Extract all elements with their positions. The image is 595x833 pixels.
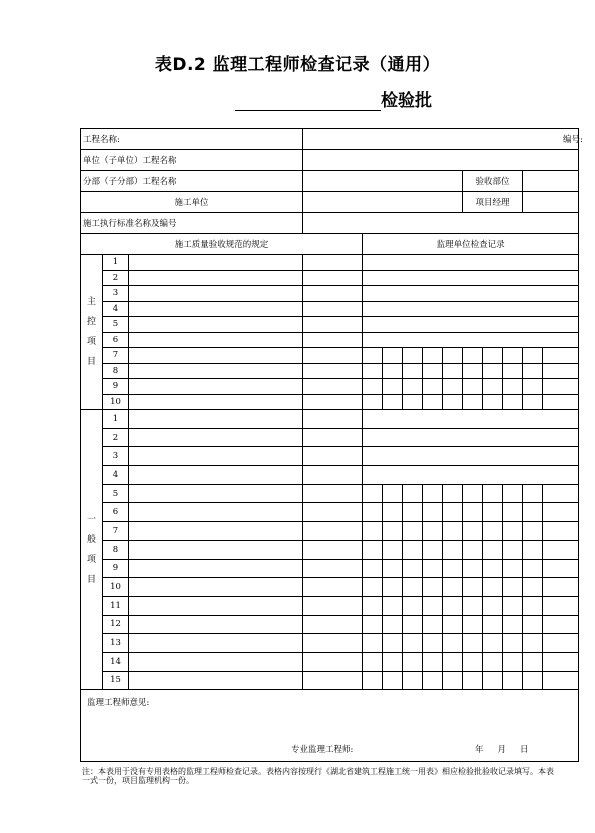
general-value-cell[interactable]	[303, 447, 363, 466]
general-check-cell[interactable]	[423, 634, 443, 653]
subtitle-suffix: 检验批	[381, 91, 432, 111]
main-control-check-cell[interactable]	[463, 394, 483, 410]
general-check-cell[interactable]	[503, 540, 523, 559]
general-check-cell[interactable]	[503, 578, 523, 597]
main-control-item-number: 3	[103, 286, 129, 302]
general-row	[81, 410, 579, 429]
main-control-check-cell[interactable]	[543, 379, 579, 395]
general-check-cell[interactable]	[503, 503, 523, 522]
main-control-label-char: 项	[86, 337, 96, 347]
general-spec-cell[interactable]	[129, 540, 303, 559]
general-check-cell[interactable]	[403, 671, 423, 690]
general-check-cell[interactable]	[523, 559, 543, 578]
main-control-check-cell[interactable]	[363, 394, 383, 410]
main-control-record-cell[interactable]	[363, 286, 579, 302]
general-label-char: 般	[86, 534, 96, 545]
general-check-cell[interactable]	[403, 559, 423, 578]
general-spec-cell[interactable]	[129, 559, 303, 578]
main-control-check-cell[interactable]	[383, 363, 403, 379]
general-row	[81, 428, 579, 447]
general-check-cell[interactable]	[383, 503, 403, 522]
general-check-cell[interactable]	[483, 559, 503, 578]
page-title: 表D.2 监理工程师检查记录（通用）	[154, 55, 441, 75]
general-check-cell[interactable]	[483, 503, 503, 522]
general-check-cell[interactable]	[383, 559, 403, 578]
general-check-cell[interactable]	[543, 540, 579, 559]
general-check-cell[interactable]	[443, 671, 463, 690]
general-value-cell[interactable]	[303, 410, 363, 429]
general-check-cell[interactable]	[543, 652, 579, 671]
general-check-cell[interactable]	[503, 615, 523, 634]
general-check-cell[interactable]	[383, 596, 403, 615]
general-check-cell[interactable]	[443, 578, 463, 597]
main-control-item-number: 2	[103, 270, 129, 286]
general-check-cell[interactable]	[423, 615, 443, 634]
general-item-number: 15	[103, 671, 129, 690]
general-check-cell[interactable]	[483, 596, 503, 615]
main-control-check-cell[interactable]	[483, 348, 503, 364]
project-name-label: 工程名称:	[81, 129, 303, 150]
general-value-cell[interactable]	[303, 522, 363, 541]
general-record-cell[interactable]	[363, 428, 579, 447]
general-spec-cell[interactable]	[129, 484, 303, 503]
main-control-label-char: 目	[86, 357, 96, 367]
main-control-check-cell[interactable]	[423, 363, 443, 379]
number-label: 编号:	[303, 129, 579, 150]
general-check-cell[interactable]	[483, 671, 503, 690]
general-check-cell[interactable]	[363, 484, 383, 503]
inspection-record-table	[80, 128, 583, 762]
main-control-check-cell[interactable]	[543, 348, 579, 364]
main-control-check-cell[interactable]	[543, 363, 579, 379]
main-control-check-cell[interactable]	[523, 394, 543, 410]
main-control-check-cell[interactable]	[383, 394, 403, 410]
main-control-record-cell[interactable]	[363, 255, 579, 271]
main-control-check-cell[interactable]	[383, 348, 403, 364]
year-label: 年	[475, 745, 484, 756]
general-check-cell[interactable]	[523, 522, 543, 541]
general-check-cell[interactable]	[463, 652, 483, 671]
general-check-cell[interactable]	[423, 596, 443, 615]
main-control-row	[81, 394, 579, 410]
general-check-cell[interactable]	[423, 671, 443, 690]
general-check-cell[interactable]	[363, 540, 383, 559]
general-check-cell[interactable]	[423, 484, 443, 503]
main-control-check-cell[interactable]	[363, 363, 383, 379]
main-control-spec-cell[interactable]	[129, 394, 303, 410]
general-check-cell[interactable]	[363, 615, 383, 634]
main-control-item-number: 7	[103, 348, 129, 364]
general-check-cell[interactable]	[523, 671, 543, 690]
main-control-check-cell[interactable]	[523, 379, 543, 395]
general-check-cell[interactable]	[543, 634, 579, 653]
main-control-check-cell[interactable]	[523, 348, 543, 364]
main-control-spec-cell[interactable]	[129, 255, 303, 271]
general-check-cell[interactable]	[543, 522, 579, 541]
main-control-item-number: 4	[103, 301, 129, 317]
main-control-spec-cell[interactable]	[129, 348, 303, 364]
general-label-char: 项	[86, 554, 96, 565]
main-control-value-cell[interactable]	[303, 379, 363, 395]
main-control-value-cell[interactable]	[303, 363, 363, 379]
general-check-cell[interactable]	[383, 615, 403, 634]
general-check-cell[interactable]	[503, 522, 523, 541]
general-check-cell[interactable]	[403, 522, 423, 541]
main-control-spec-cell[interactable]	[129, 332, 303, 348]
general-check-cell[interactable]	[403, 484, 423, 503]
general-check-cell[interactable]	[363, 522, 383, 541]
general-item-number: 5	[103, 484, 129, 503]
main-control-spec-cell[interactable]	[129, 301, 303, 317]
main-control-check-cell[interactable]	[443, 363, 463, 379]
main-control-check-cell[interactable]	[503, 379, 523, 395]
general-item-number: 12	[103, 615, 129, 634]
general-check-cell[interactable]	[403, 634, 423, 653]
general-value-cell[interactable]	[303, 428, 363, 447]
acceptance-part-label: 验收部位	[463, 171, 523, 192]
main-control-item-number: 6	[103, 332, 129, 348]
general-row	[81, 503, 579, 522]
main-control-check-cell[interactable]	[403, 379, 423, 395]
general-check-cell[interactable]	[403, 540, 423, 559]
general-check-cell[interactable]	[403, 615, 423, 634]
general-check-cell[interactable]	[423, 522, 443, 541]
main-control-check-cell[interactable]	[443, 379, 463, 395]
page-subtitle	[235, 86, 432, 111]
main-control-item-number: 5	[103, 317, 129, 333]
main-control-spec-cell[interactable]	[129, 379, 303, 395]
main-control-row	[81, 379, 579, 395]
general-spec-cell[interactable]	[129, 410, 303, 429]
main-control-spec-cell[interactable]	[129, 286, 303, 302]
general-item-number: 11	[103, 596, 129, 615]
general-check-cell[interactable]	[423, 559, 443, 578]
general-spec-cell[interactable]	[129, 428, 303, 447]
general-value-cell[interactable]	[303, 578, 363, 597]
general-item-number: 8	[103, 540, 129, 559]
general-label-char: 一	[86, 514, 96, 525]
general-check-cell[interactable]	[523, 540, 543, 559]
main-control-check-cell[interactable]	[523, 363, 543, 379]
general-row	[81, 634, 579, 653]
general-check-cell[interactable]	[363, 559, 383, 578]
main-control-value-cell[interactable]	[303, 255, 363, 271]
day-label: 日	[520, 745, 529, 756]
general-row	[81, 484, 579, 503]
general-value-cell[interactable]	[303, 540, 363, 559]
main-control-item-number: 10	[103, 394, 129, 410]
general-check-cell[interactable]	[403, 652, 423, 671]
general-row	[81, 447, 579, 466]
general-spec-cell[interactable]	[129, 634, 303, 653]
construction-unit-label: 施工单位	[81, 192, 303, 213]
general-value-cell[interactable]	[303, 503, 363, 522]
spec-column-header: 施工质量验收规范的规定	[81, 234, 363, 255]
main-control-value-cell[interactable]	[303, 332, 363, 348]
general-check-cell[interactable]	[463, 559, 483, 578]
general-value-cell[interactable]	[303, 615, 363, 634]
general-check-cell[interactable]	[363, 503, 383, 522]
general-spec-cell[interactable]	[129, 466, 303, 485]
general-value-cell[interactable]	[303, 596, 363, 615]
main-control-value-cell[interactable]	[303, 317, 363, 333]
general-spec-cell[interactable]	[129, 578, 303, 597]
main-control-check-cell[interactable]	[503, 348, 523, 364]
general-check-cell[interactable]	[503, 559, 523, 578]
general-check-cell[interactable]	[383, 578, 403, 597]
general-check-cell[interactable]	[503, 596, 523, 615]
unit-name-label: 单位（子单位）工程名称	[81, 150, 303, 171]
main-control-check-cell[interactable]	[503, 394, 523, 410]
general-row	[81, 615, 579, 634]
general-check-cell[interactable]	[383, 484, 403, 503]
general-check-cell[interactable]	[423, 578, 443, 597]
footnote: 注：本表用于没有专用表格的监理工程师检查记录。表格内容按现行《湖北省建筑工程施工统一用表》相应检验批验收记录填写。本表一式一份，项目监理机构一份。	[82, 767, 554, 785]
general-value-cell[interactable]	[303, 484, 363, 503]
main-control-check-cell[interactable]	[423, 379, 443, 395]
general-check-cell[interactable]	[463, 671, 483, 690]
main-control-row	[81, 363, 579, 379]
general-check-cell[interactable]	[523, 578, 543, 597]
general-spec-cell[interactable]	[129, 596, 303, 615]
general-check-cell[interactable]	[383, 634, 403, 653]
general-check-cell[interactable]	[543, 615, 579, 634]
signature-label: 专业监理工程师:	[291, 745, 354, 756]
general-check-cell[interactable]	[523, 503, 543, 522]
main-control-check-cell[interactable]	[503, 363, 523, 379]
main-control-check-cell[interactable]	[443, 394, 463, 410]
general-check-cell[interactable]	[383, 652, 403, 671]
standard-label: 施工执行标准名称及编号	[81, 213, 303, 234]
general-check-cell[interactable]	[423, 540, 443, 559]
general-check-cell[interactable]	[403, 596, 423, 615]
general-spec-cell[interactable]	[129, 503, 303, 522]
general-check-cell[interactable]	[403, 578, 423, 597]
general-check-cell[interactable]	[463, 522, 483, 541]
general-row	[81, 522, 579, 541]
general-spec-cell[interactable]	[129, 671, 303, 690]
general-label-char: 目	[86, 574, 96, 585]
general-check-cell[interactable]	[503, 634, 523, 653]
general-check-cell[interactable]	[543, 503, 579, 522]
general-group-label	[81, 410, 103, 690]
general-check-cell[interactable]	[443, 540, 463, 559]
main-control-value-cell[interactable]	[303, 301, 363, 317]
general-item-number: 13	[103, 634, 129, 653]
main-control-check-cell[interactable]	[403, 394, 423, 410]
month-label: 月	[497, 745, 507, 756]
main-control-check-cell[interactable]	[423, 348, 443, 364]
general-value-cell[interactable]	[303, 652, 363, 671]
general-check-cell[interactable]	[363, 634, 383, 653]
general-check-cell[interactable]	[463, 578, 483, 597]
general-check-cell[interactable]	[443, 503, 463, 522]
main-control-record-cell[interactable]	[363, 301, 579, 317]
general-check-cell[interactable]	[443, 559, 463, 578]
general-check-cell[interactable]	[543, 484, 579, 503]
main-control-item-number: 8	[103, 363, 129, 379]
main-control-row	[81, 270, 579, 286]
main-control-check-cell[interactable]	[443, 348, 463, 364]
general-check-cell[interactable]	[543, 578, 579, 597]
general-spec-cell[interactable]	[129, 522, 303, 541]
main-control-spec-cell[interactable]	[129, 270, 303, 286]
general-spec-cell[interactable]	[129, 447, 303, 466]
general-check-cell[interactable]	[403, 503, 423, 522]
division-name-field[interactable]	[303, 171, 463, 192]
main-control-value-cell[interactable]	[303, 394, 363, 410]
general-check-cell[interactable]	[483, 540, 503, 559]
general-value-cell[interactable]	[303, 634, 363, 653]
general-record-cell[interactable]	[363, 447, 579, 466]
opinion-label: 监理工程师意见:	[87, 698, 150, 709]
general-check-cell[interactable]	[543, 671, 579, 690]
general-check-cell[interactable]	[523, 634, 543, 653]
main-control-check-cell[interactable]	[483, 394, 503, 410]
general-check-cell[interactable]	[363, 652, 383, 671]
main-control-value-cell[interactable]	[303, 286, 363, 302]
main-control-record-cell[interactable]	[363, 332, 579, 348]
main-control-spec-cell[interactable]	[129, 317, 303, 333]
main-control-check-cell[interactable]	[463, 379, 483, 395]
general-check-cell[interactable]	[523, 596, 543, 615]
general-check-cell[interactable]	[363, 578, 383, 597]
general-spec-cell[interactable]	[129, 652, 303, 671]
main-control-label-char: 主	[86, 297, 96, 307]
general-check-cell[interactable]	[363, 596, 383, 615]
general-row	[81, 466, 579, 485]
general-check-cell[interactable]	[523, 615, 543, 634]
main-control-item-number: 9	[103, 379, 129, 395]
main-control-check-cell[interactable]	[463, 363, 483, 379]
general-check-cell[interactable]	[443, 484, 463, 503]
main-control-label-char: 控	[86, 317, 96, 327]
general-row	[81, 652, 579, 671]
main-control-record-cell[interactable]	[363, 270, 579, 286]
general-check-cell[interactable]	[503, 652, 523, 671]
general-check-cell[interactable]	[463, 596, 483, 615]
general-check-cell[interactable]	[443, 652, 463, 671]
general-check-cell[interactable]	[423, 503, 443, 522]
main-control-row	[81, 332, 579, 348]
general-check-cell[interactable]	[443, 634, 463, 653]
general-check-cell[interactable]	[523, 484, 543, 503]
general-item-number: 3	[103, 447, 129, 466]
general-value-cell[interactable]	[303, 559, 363, 578]
general-item-number: 7	[103, 522, 129, 541]
record-column-header: 监理单位检查记录	[363, 234, 579, 255]
main-control-check-cell[interactable]	[483, 363, 503, 379]
main-control-row	[81, 301, 579, 317]
general-record-cell[interactable]	[363, 466, 579, 485]
general-item-number: 4	[103, 466, 129, 485]
general-check-cell[interactable]	[443, 615, 463, 634]
general-check-cell[interactable]	[463, 540, 483, 559]
general-item-number: 2	[103, 428, 129, 447]
general-check-cell[interactable]	[483, 652, 503, 671]
inspection-lot-blank[interactable]	[235, 90, 381, 111]
main-control-check-cell[interactable]	[383, 379, 403, 395]
division-name-label: 分部（子分部）工程名称	[81, 171, 303, 192]
general-check-cell[interactable]	[463, 615, 483, 634]
general-check-cell[interactable]	[483, 634, 503, 653]
general-item-number: 14	[103, 652, 129, 671]
main-control-check-cell[interactable]	[363, 348, 383, 364]
general-check-cell[interactable]	[483, 484, 503, 503]
general-spec-cell[interactable]	[129, 615, 303, 634]
main-control-row	[81, 317, 579, 333]
main-control-row	[81, 348, 579, 364]
general-value-cell[interactable]	[303, 466, 363, 485]
main-control-row	[81, 255, 579, 271]
general-value-cell[interactable]	[303, 671, 363, 690]
general-check-cell[interactable]	[503, 484, 523, 503]
main-control-spec-cell[interactable]	[129, 363, 303, 379]
general-row	[81, 540, 579, 559]
main-control-value-cell[interactable]	[303, 270, 363, 286]
general-item-number: 9	[103, 559, 129, 578]
main-control-row	[81, 286, 579, 302]
main-control-check-cell[interactable]	[543, 394, 579, 410]
general-check-cell[interactable]	[423, 652, 443, 671]
general-check-cell[interactable]	[483, 615, 503, 634]
main-control-check-cell[interactable]	[423, 394, 443, 410]
general-item-number: 6	[103, 503, 129, 522]
main-control-group-label	[81, 255, 103, 410]
project-manager-field[interactable]	[523, 192, 579, 213]
general-check-cell[interactable]	[443, 522, 463, 541]
main-control-check-cell[interactable]	[403, 348, 423, 364]
general-check-cell[interactable]	[463, 484, 483, 503]
engineer-opinion-box[interactable]	[81, 690, 579, 762]
general-row	[81, 578, 579, 597]
general-check-cell[interactable]	[523, 652, 543, 671]
construction-unit-field[interactable]	[303, 192, 463, 213]
unit-name-field[interactable]	[303, 150, 579, 171]
date-fields	[475, 743, 543, 755]
general-record-cell[interactable]	[363, 410, 579, 429]
general-check-cell[interactable]	[483, 578, 503, 597]
main-control-value-cell[interactable]	[303, 348, 363, 364]
main-control-item-number: 1	[103, 255, 129, 271]
general-row	[81, 671, 579, 690]
main-control-check-cell[interactable]	[463, 348, 483, 364]
general-check-cell[interactable]	[363, 671, 383, 690]
general-check-cell[interactable]	[383, 540, 403, 559]
general-check-cell[interactable]	[383, 522, 403, 541]
general-check-cell[interactable]	[543, 596, 579, 615]
general-check-cell[interactable]	[463, 634, 483, 653]
main-control-record-cell[interactable]	[363, 317, 579, 333]
main-control-check-cell[interactable]	[483, 379, 503, 395]
standard-field[interactable]	[303, 213, 579, 234]
main-control-check-cell[interactable]	[403, 363, 423, 379]
general-check-cell[interactable]	[543, 559, 579, 578]
acceptance-part-field[interactable]	[523, 171, 579, 192]
general-check-cell[interactable]	[463, 503, 483, 522]
general-check-cell[interactable]	[483, 522, 503, 541]
general-check-cell[interactable]	[503, 671, 523, 690]
general-check-cell[interactable]	[443, 596, 463, 615]
general-item-number: 10	[103, 578, 129, 597]
general-row	[81, 559, 579, 578]
general-item-number: 1	[103, 410, 129, 429]
general-check-cell[interactable]	[383, 671, 403, 690]
main-control-check-cell[interactable]	[363, 379, 383, 395]
general-row	[81, 596, 579, 615]
project-manager-label: 项目经理	[463, 192, 523, 213]
